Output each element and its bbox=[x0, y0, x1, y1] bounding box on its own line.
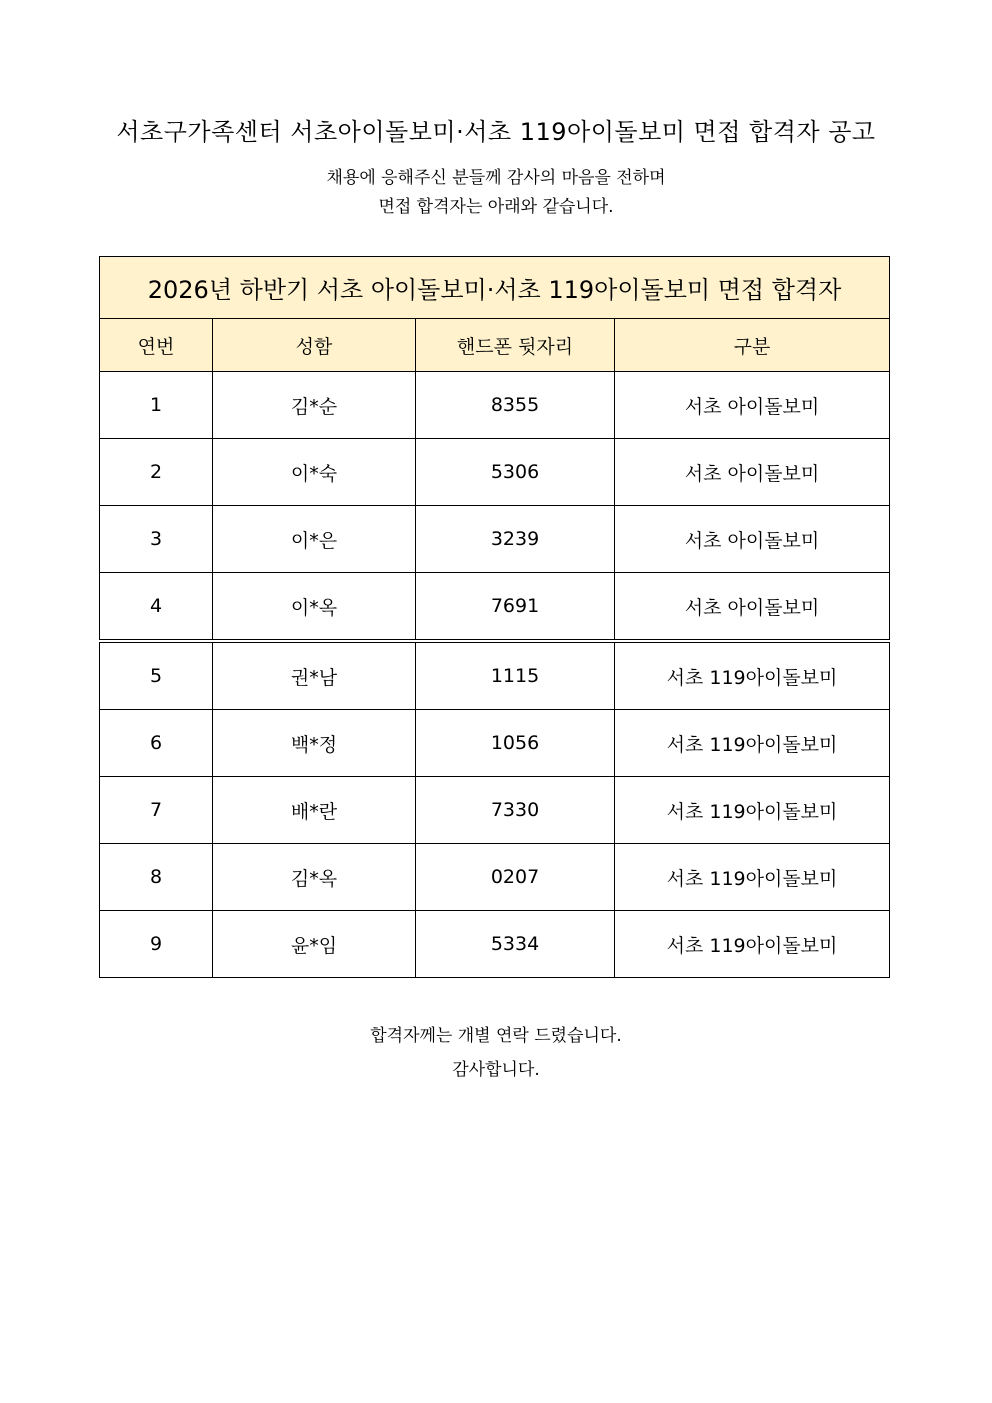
cell-category: 서초 아이돌보미 bbox=[615, 439, 890, 506]
cell-number: 2 bbox=[100, 439, 213, 506]
table-caption: 2026년 하반기 서초 아이돌보미·서초 119아이돌보미 면접 합격자 bbox=[100, 257, 890, 319]
cell-number: 7 bbox=[100, 777, 213, 844]
cell-name: 김*옥 bbox=[213, 844, 416, 911]
cell-name: 윤*임 bbox=[213, 911, 416, 978]
cell-category: 서초 아이돌보미 bbox=[615, 573, 890, 642]
table-row bbox=[100, 844, 890, 911]
cell-phone: 7691 bbox=[416, 573, 615, 642]
cell-name: 김*순 bbox=[213, 372, 416, 439]
closing-text bbox=[0, 1019, 992, 1087]
cell-name: 권*남 bbox=[213, 641, 416, 710]
cell-number: 4 bbox=[100, 573, 213, 642]
cell-category: 서초 119아이돌보미 bbox=[615, 844, 890, 911]
cell-phone: 1115 bbox=[416, 641, 615, 710]
intro-text bbox=[0, 164, 992, 222]
table-row bbox=[100, 777, 890, 844]
cell-number: 6 bbox=[100, 710, 213, 777]
table-row bbox=[100, 641, 890, 710]
cell-number: 8 bbox=[100, 844, 213, 911]
column-header-category: 구분 bbox=[615, 319, 890, 372]
table-row bbox=[100, 439, 890, 506]
closing-line: 감사합니다. bbox=[452, 1060, 540, 1080]
cell-name: 이*숙 bbox=[213, 439, 416, 506]
cell-phone: 3239 bbox=[416, 506, 615, 573]
cell-number: 5 bbox=[100, 641, 213, 710]
cell-phone: 5334 bbox=[416, 911, 615, 978]
column-header-number: 연번 bbox=[100, 319, 213, 372]
table-row bbox=[100, 506, 890, 573]
cell-number: 3 bbox=[100, 506, 213, 573]
cell-number: 1 bbox=[100, 372, 213, 439]
closing-line: 합격자께는 개별 연락 드렸습니다. bbox=[370, 1026, 622, 1046]
cell-category: 서초 아이돌보미 bbox=[615, 372, 890, 439]
cell-phone: 7330 bbox=[416, 777, 615, 844]
table-row bbox=[100, 573, 890, 642]
cell-name: 이*은 bbox=[213, 506, 416, 573]
table-row bbox=[100, 710, 890, 777]
cell-category: 서초 119아이돌보미 bbox=[615, 777, 890, 844]
cell-name: 배*란 bbox=[213, 777, 416, 844]
table-row bbox=[100, 372, 890, 439]
cell-phone: 5306 bbox=[416, 439, 615, 506]
cell-category: 서초 119아이돌보미 bbox=[615, 911, 890, 978]
column-header-phone: 핸드폰 뒷자리 bbox=[416, 319, 615, 372]
cell-name: 백*정 bbox=[213, 710, 416, 777]
results-table bbox=[99, 256, 890, 978]
cell-phone: 0207 bbox=[416, 844, 615, 911]
document-title: 서초구가족센터 서초아이돌보미·서초 119아이돌보미 면접 합격자 공고 bbox=[116, 118, 876, 146]
table-header-row bbox=[100, 319, 890, 372]
table-caption-row bbox=[100, 257, 890, 319]
intro-line: 채용에 응해주신 분들께 감사의 마음을 전하며 bbox=[326, 168, 666, 188]
cell-name: 이*옥 bbox=[213, 573, 416, 642]
cell-category: 서초 119아이돌보미 bbox=[615, 710, 890, 777]
table-row bbox=[100, 911, 890, 978]
intro-line: 면접 합격자는 아래와 같습니다. bbox=[378, 197, 614, 217]
cell-phone: 8355 bbox=[416, 372, 615, 439]
cell-category: 서초 119아이돌보미 bbox=[615, 641, 890, 710]
column-header-name: 성함 bbox=[213, 319, 416, 372]
cell-category: 서초 아이돌보미 bbox=[615, 506, 890, 573]
cell-phone: 1056 bbox=[416, 710, 615, 777]
cell-number: 9 bbox=[100, 911, 213, 978]
